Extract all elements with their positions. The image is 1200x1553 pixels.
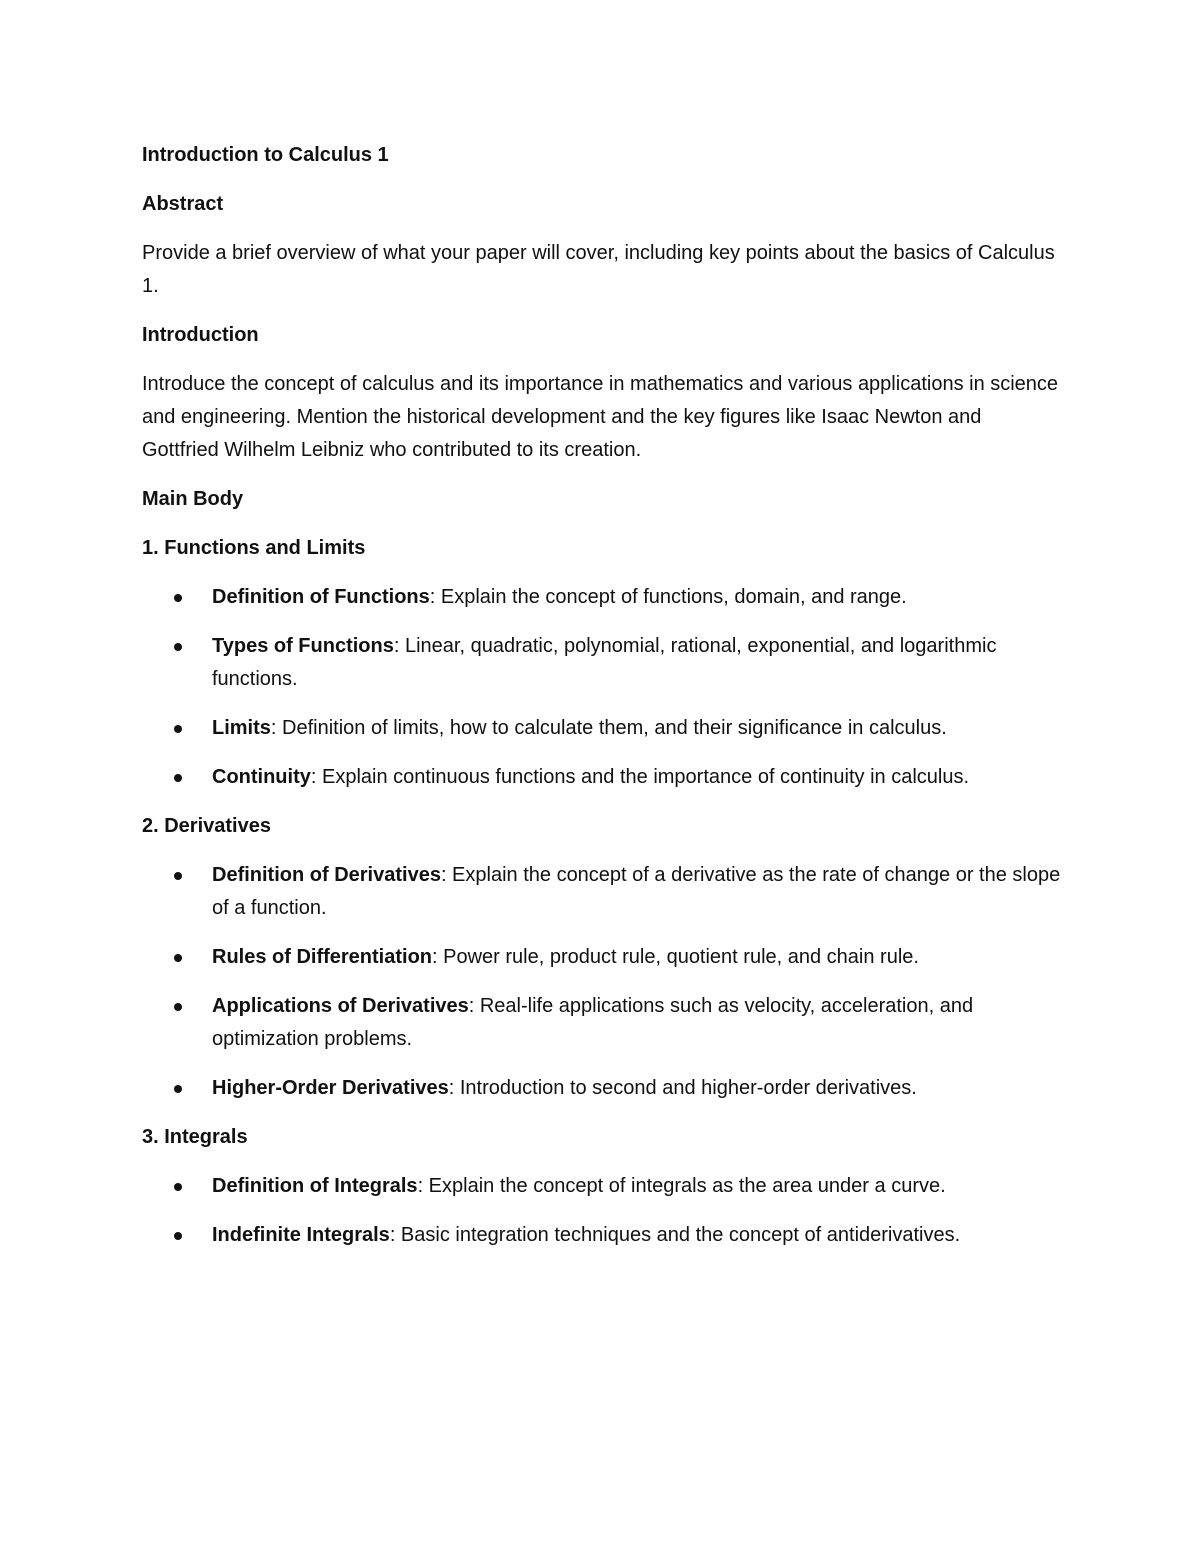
list-item <box>142 1170 1062 1203</box>
list-item <box>142 630 1062 696</box>
item-term: Limits <box>212 717 271 739</box>
item-text: : Power rule, product rule, quotient rule, and chain rule. <box>432 946 919 968</box>
item-term: Types of Functions <box>212 635 394 657</box>
abstract-text: Provide a brief overview of what your paper will cover, including key points about the basics of Calculus 1. <box>142 242 1055 297</box>
bullet-list-derivatives <box>142 859 1062 1105</box>
document-page <box>142 139 1062 1268</box>
bullet-icon <box>174 1183 182 1191</box>
item-text: : Basic integration techniques and the concept of antiderivatives. <box>389 1224 961 1246</box>
item-term: Definition of Derivatives <box>212 864 441 886</box>
list-item <box>142 1072 1062 1105</box>
item-text: : Explain the concept of integrals as the area under a curve. <box>417 1175 946 1197</box>
list-item <box>142 761 1062 794</box>
introduction-heading: Introduction <box>142 324 259 346</box>
item-term: Indefinite Integrals <box>212 1224 390 1246</box>
list-item <box>142 859 1062 925</box>
document-title: Introduction to Calculus 1 <box>142 144 389 166</box>
list-item <box>142 1219 1062 1252</box>
item-term: Definition of Functions <box>212 586 430 608</box>
section-heading-integrals: 3. Integrals <box>142 1126 248 1148</box>
item-term: Higher-Order Derivatives <box>212 1077 449 1099</box>
abstract-heading: Abstract <box>142 193 224 215</box>
bullet-icon <box>174 954 182 962</box>
section-heading-derivatives: 2. Derivatives <box>142 815 271 837</box>
bullet-icon <box>174 1232 182 1240</box>
item-text: : Real-life applications such as velocity, acceleration, and optimization problems. <box>212 995 974 1050</box>
item-text: : Definition of limits, how to calculate them, and their significance in calculus. <box>270 717 947 739</box>
item-text: : Explain the concept of a derivative as the rate of change or the slope of a function. <box>212 864 1061 919</box>
section-heading-functions-limits: 1. Functions and Limits <box>142 537 366 559</box>
bullet-icon <box>174 643 182 651</box>
bullet-list-functions-limits <box>142 581 1062 794</box>
list-item <box>142 941 1062 974</box>
main-body-heading: Main Body <box>142 488 244 510</box>
list-item <box>142 990 1062 1056</box>
item-text: : Explain the concept of functions, domain, and range. <box>429 586 907 608</box>
bullet-icon <box>174 594 182 602</box>
list-item <box>142 581 1062 614</box>
bullet-list-integrals <box>142 1170 1062 1252</box>
bullet-icon <box>174 1003 182 1011</box>
item-text: : Introduction to second and higher-order derivatives. <box>448 1077 917 1099</box>
item-term: Rules of Differentiation <box>212 946 433 968</box>
introduction-text: Introduce the concept of calculus and its importance in mathematics and various applications in science and engineering. Mention the historical development and the key figures like Isaac Newton and Gottfried Wilhelm Leibniz who contributed to its creation. <box>142 373 1059 461</box>
list-item <box>142 712 1062 745</box>
item-term: Continuity <box>212 766 311 788</box>
item-text: : Linear, quadratic, polynomial, rational, exponential, and logarithmic functions. <box>212 635 997 690</box>
bullet-icon <box>174 725 182 733</box>
item-term: Applications of Derivatives <box>212 995 469 1017</box>
item-term: Definition of Integrals <box>212 1175 418 1197</box>
bullet-icon <box>174 872 182 880</box>
bullet-icon <box>174 1085 182 1093</box>
bullet-icon <box>174 774 182 782</box>
item-text: : Explain continuous functions and the importance of continuity in calculus. <box>310 766 970 788</box>
